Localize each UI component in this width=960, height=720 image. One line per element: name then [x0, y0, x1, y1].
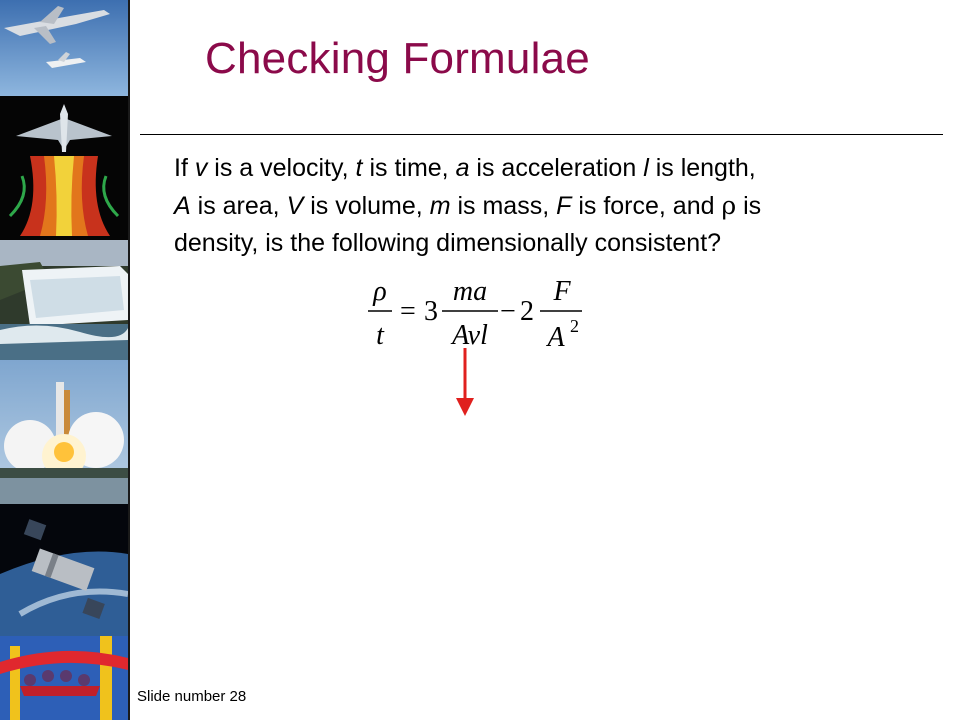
formula-equals: =	[400, 296, 416, 327]
var-v: v	[194, 154, 208, 182]
formula-term2-denominator: A	[547, 322, 565, 353]
body-line-3: density, is the following dimensionally consistent?	[174, 229, 722, 257]
slide-body	[174, 150, 934, 262]
text-run: is mass,	[450, 192, 557, 220]
shuttle-launch-photo	[0, 360, 128, 504]
title-rule	[140, 134, 943, 135]
text-run: is time,	[362, 154, 456, 182]
var-t: t	[355, 154, 363, 182]
formula-term2-exponent: 2	[570, 316, 579, 336]
body-line-2	[174, 187, 934, 225]
text-run: is force, and	[571, 192, 722, 220]
text-run: is	[736, 192, 762, 220]
var-l: l	[643, 154, 649, 182]
formula-coef-1: 3	[424, 296, 438, 327]
text-run: is length,	[648, 154, 756, 182]
var-F: F	[556, 192, 572, 220]
aircraft-photo	[0, 0, 128, 96]
slide-title: Checking Formulae	[205, 34, 590, 83]
down-arrow-icon	[452, 346, 478, 418]
text-run: If	[174, 154, 195, 182]
text-run: is a velocity,	[207, 154, 356, 182]
jet-simulation-photo	[0, 96, 128, 240]
body-line-1	[174, 150, 934, 187]
text-run: is area,	[190, 192, 287, 220]
var-a: a	[455, 154, 470, 182]
text-run: is volume,	[303, 192, 430, 220]
left-photo-strip	[0, 0, 128, 720]
hubble-telescope-photo	[0, 504, 128, 636]
formula-term1-denominator: Avl	[452, 320, 488, 351]
text-run: is acceleration	[469, 154, 644, 182]
formula-minus: −	[500, 296, 516, 327]
formula-lhs-denominator: t	[376, 320, 384, 351]
roller-coaster-photo	[0, 636, 128, 720]
var-rho: ρ	[721, 191, 737, 220]
waterfall-photo	[0, 240, 128, 360]
var-A: A	[174, 192, 191, 220]
var-m: m	[429, 192, 451, 220]
formula-lhs-numerator: ρ	[373, 276, 387, 307]
strip-divider	[128, 0, 130, 720]
formula-term2-numerator: F	[553, 276, 571, 307]
formula-equation	[360, 274, 600, 354]
formula-term1-numerator: ma	[452, 276, 488, 307]
formula-coef-2: 2	[520, 296, 534, 327]
var-V: V	[286, 192, 304, 220]
slide-number: Slide number 28	[137, 688, 247, 705]
